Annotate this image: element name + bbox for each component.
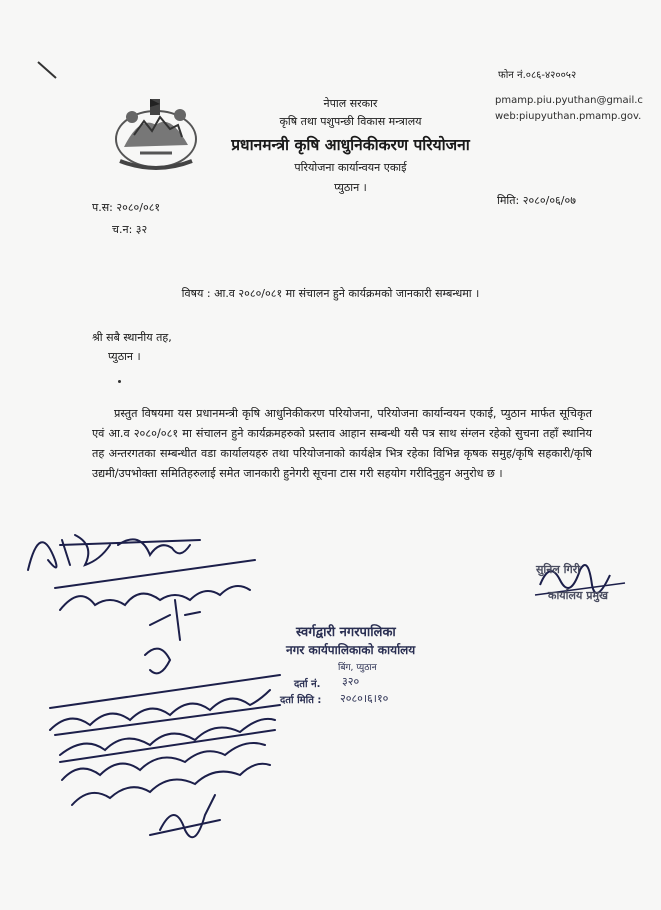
stamp-office: नगर कार्यपालिकाको कार्यालय [286, 643, 416, 657]
reference-number: प.स: २०८०/०८१ [92, 201, 161, 214]
location-name: प्युठान । [334, 181, 367, 194]
subject-line: विषय : आ.व २०८०/०८१ मा संचालन हुने कार्यक्रमको जानकारी सम्बन्धमा । [181, 287, 480, 300]
dispatch-number: च.न: ३२ [112, 223, 148, 236]
stamp-reg-no-label: दर्ता नं. [294, 679, 321, 690]
stamp-municipality: स्वर्गद्वारी नगरपालिका [296, 625, 396, 640]
government-name: नेपाल सरकार [323, 97, 378, 110]
phone-number: फोन नं.०८६-४२००५२ [498, 70, 577, 81]
recipient-line-2: प्युठान । [108, 350, 141, 363]
unit-name: परियोजना कार्यान्वयन एकाई [294, 161, 407, 174]
letter-body: प्रस्तुत विषयमा यस प्रधानमन्त्री कृषि आधुनिकीकरण परियोजना, परियोजना कार्यान्वयन एकाई, प्युठान मार्फत सूचिकृत एवं आ.व २०८०/०८१ मा संचालन हुने कार्यक्रमहरुको प्रस्ताव आहान सम्बन्धी यसै पत्र साथ संग्लन रहेको सुचना तहाँ स्थानिय तह अन्तरगतका सम्बन्धीत वडा कार्यालयहरु तथा परियोजनाको कार्यक्षेत्र भित्र रहेका विभिन्न कृषक समुह/कृषि सहकारी/कृषि उद्यमी/उपभोक्ता समितिहरुलाई समेत जानकारी हुनेगरी सूचना टास गरी सहयोग गरीदिनुहुन अनुरोध छ । [92, 407, 592, 480]
ministry-name: कृषि तथा पशुपन्छी विकास मन्त्रालय [279, 115, 422, 128]
stamp-place: बिंग, प्युठान [338, 663, 377, 673]
officer-name: सुनिल गिरी [536, 563, 581, 576]
recipient-line-1: श्री सबै स्थानीय तह, [92, 331, 172, 344]
margin-mark [36, 60, 58, 80]
website-address: web:piupyuthan.pmamp.gov. [495, 111, 642, 122]
stray-dot [118, 380, 121, 383]
stamp-reg-date-label: दर्ता मिति : [280, 695, 322, 706]
stamp-reg-no-value: ३२० [342, 675, 360, 688]
email-address: pmamp.piu.pyuthan@gmail.c [495, 95, 643, 106]
stamp-reg-date-value: २०८०।६।१० [340, 692, 389, 705]
letter-date: मिति: २०८०/०६/०७ [497, 194, 576, 207]
officer-title: कार्यालय प्रमुख [548, 589, 609, 602]
project-name: प्रधानमन्त्री कृषि आधुनिकीकरण परियोजना [231, 136, 470, 154]
